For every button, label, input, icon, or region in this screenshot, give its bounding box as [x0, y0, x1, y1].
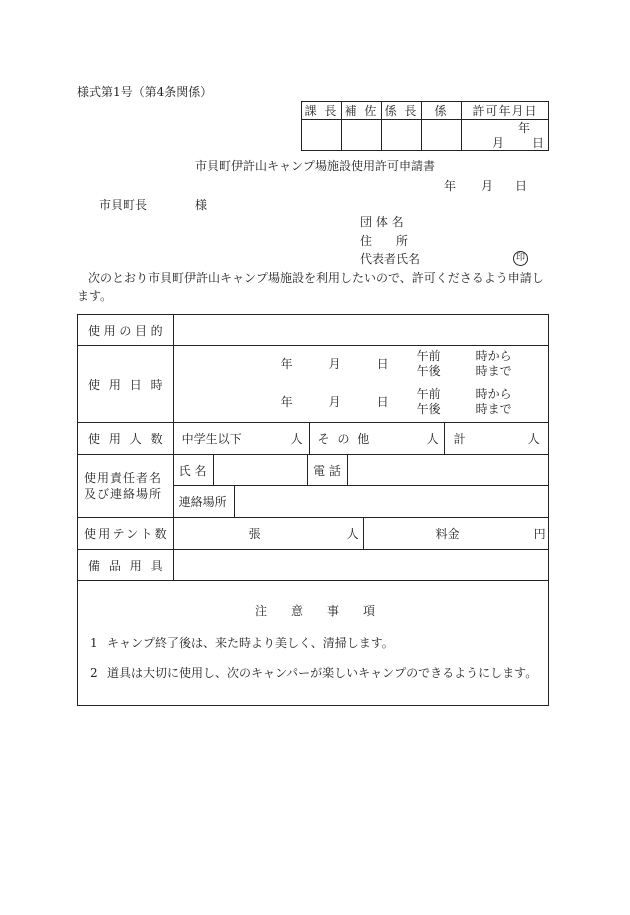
equipment-label: 備 品 用 具 [78, 550, 174, 581]
date-day: 日 [515, 179, 528, 193]
datetime-label: 使 用 日 時 [78, 346, 174, 423]
approval-month: 月 [492, 136, 505, 150]
approval-header-hosa: 補 佐 [342, 102, 382, 120]
end-year: 年 [280, 395, 293, 409]
approval-day: 日 [532, 136, 545, 150]
other-label: そ の 他 [317, 432, 372, 446]
group-name-label: 団 体 名 [360, 215, 404, 229]
total-label: 計 [453, 432, 466, 446]
form-number: 様式第1号（第4条関係） [77, 85, 213, 99]
datetime-field[interactable] [173, 346, 548, 423]
note-1-number: 1 [90, 636, 98, 650]
intro-text-cont: ます。 [77, 289, 113, 303]
approval-year: 年 [518, 121, 531, 135]
start-from: 時から [475, 349, 512, 363]
users-label: 使 用 人 数 [78, 423, 174, 455]
users-field[interactable] [173, 423, 548, 455]
note-2-number: 2 [90, 666, 98, 680]
fee-label: 料金 [435, 527, 460, 541]
contact-divider [234, 486, 235, 517]
responsible-label-line2: 及び連絡場所 [84, 487, 163, 501]
addressee: 市貝町長 [99, 198, 148, 212]
purpose-field[interactable] [173, 315, 548, 346]
seal-mark: 印 [513, 251, 528, 266]
intro-text: 次のとおり市貝町伊許山キャンプ場施設を利用したいので、許可くださるよう申請し [88, 271, 544, 285]
start-pm: 午後 [416, 364, 441, 378]
approval-header-date: 許可年月日 [462, 102, 549, 120]
responsible-label [78, 455, 174, 518]
end-from: 時から [475, 387, 512, 401]
junior-high-unit: 人 [290, 432, 303, 446]
note-2-text: 道具は大切に使用し、次のキャンパーが楽しいキャンプのできるようにします。 [107, 666, 538, 680]
equipment-field[interactable] [173, 550, 548, 581]
notes-heading: 注 意 事 項 [255, 604, 376, 618]
other-unit: 人 [426, 432, 439, 446]
total-unit: 人 [527, 432, 540, 446]
honorific: 様 [195, 198, 208, 212]
start-am: 午前 [416, 349, 441, 363]
approval-header-kakaricho: 係 長 [382, 102, 422, 120]
users-divider [444, 423, 445, 454]
end-am: 午前 [416, 387, 441, 401]
notes-section [78, 581, 549, 706]
start-year: 年 [280, 357, 293, 371]
page-title: 市貝町伊許山キャンプ場施設使用許可申請書 [195, 159, 436, 173]
approval-header-kacho: 課 長 [302, 102, 342, 120]
note-1-text: キャンプ終了後は、来た時より美しく、清掃します。 [107, 636, 394, 650]
end-day: 日 [376, 395, 389, 409]
end-month: 月 [328, 395, 341, 409]
approval-header-kakari: 係 [422, 102, 462, 120]
approval-stamp-cell[interactable] [422, 120, 462, 151]
approval-stamp-cell[interactable] [342, 120, 382, 151]
fee-unit: 円 [533, 527, 546, 541]
date-year: 年 [444, 179, 457, 193]
application-table [77, 314, 549, 706]
approval-stamp-cell[interactable] [382, 120, 422, 151]
contact-field[interactable] [173, 486, 548, 518]
start-month: 月 [328, 357, 341, 371]
start-day: 日 [376, 357, 389, 371]
phone-field[interactable] [347, 455, 548, 486]
approval-date-cell[interactable] [462, 120, 549, 151]
address-label: 住 所 [360, 234, 409, 248]
tents-divider [363, 518, 364, 549]
users-divider [309, 423, 310, 454]
name-field[interactable] [213, 455, 308, 486]
tent-unit: 張 [248, 527, 261, 541]
responsible-label-line1: 使用責任者名 [84, 471, 163, 485]
representative-label: 代表者氏名 [360, 252, 421, 266]
end-pm: 午後 [416, 402, 441, 416]
tent-person-unit: 人 [346, 527, 359, 541]
tents-field[interactable] [173, 518, 548, 550]
phone-label: 電 話 [308, 455, 348, 486]
purpose-label: 使用の目的 [78, 315, 174, 346]
end-until: 時まで [475, 402, 512, 416]
approval-stamp-cell[interactable] [302, 120, 342, 151]
junior-high-label: 中学生以下 [181, 432, 242, 446]
tents-label: 使用テント数 [78, 518, 174, 550]
approval-box [301, 101, 549, 151]
date-month: 月 [481, 179, 494, 193]
start-until: 時まで [475, 364, 512, 378]
contact-label: 連絡場所 [178, 495, 227, 509]
name-label: 氏 名 [173, 455, 213, 486]
